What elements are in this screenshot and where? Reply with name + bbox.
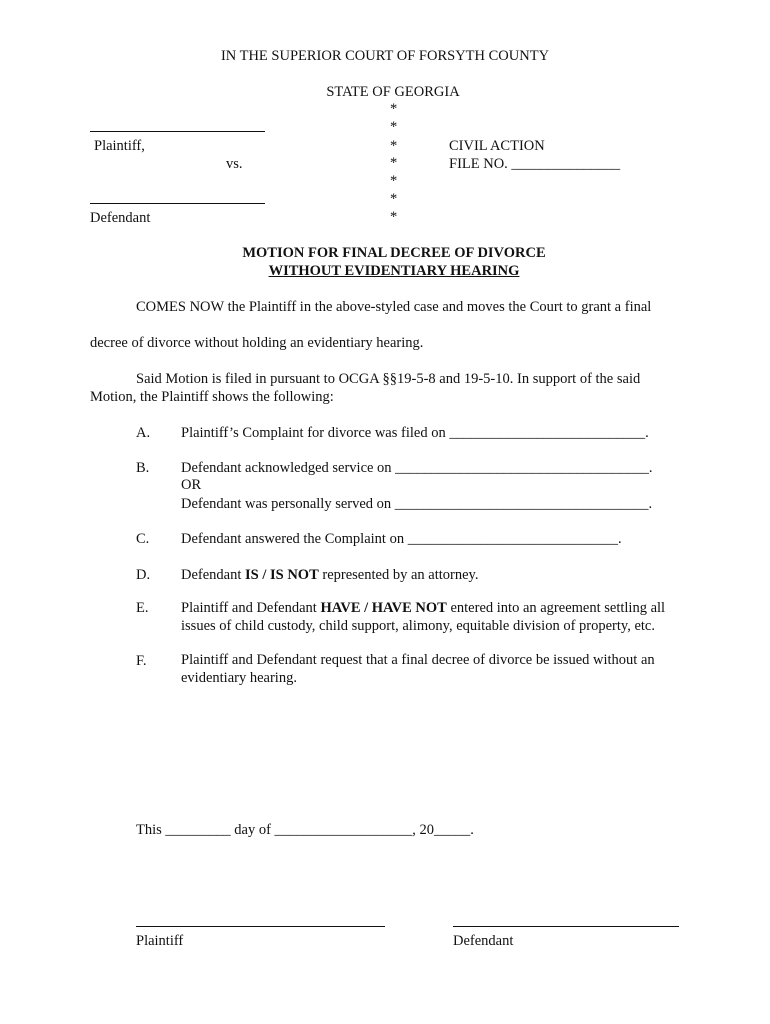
item-d-pre: Defendant [181, 567, 246, 583]
state-title: STATE OF GEORGIA [326, 84, 460, 100]
item-f-text-2: evidentiary hearing. [181, 670, 297, 686]
caption-star: * [390, 173, 398, 189]
item-d-post: represented by an attorney. [318, 567, 479, 583]
caption-star: * [390, 119, 398, 135]
item-e-pre: Plaintiff and Defendant [181, 600, 321, 616]
item-d-text [181, 566, 478, 584]
item-c-text: Defendant answered the Complaint on _____________________________. [181, 531, 622, 547]
item-a-letter: A. [136, 425, 151, 441]
defendant-name-line [90, 203, 265, 204]
item-a-text: Plaintiff’s Complaint for divorce was filed on ___________________________. [181, 425, 649, 441]
item-b-or: OR [181, 477, 202, 493]
caption-star: * [390, 138, 398, 154]
paragraph-2-line-1: Said Motion is filed in pursuant to OCGA §§19-5-8 and 19-5-10. In support of the said [136, 371, 641, 387]
caption-star: * [390, 101, 398, 117]
item-e-choice: HAVE / HAVE NOT [320, 600, 447, 616]
item-b-text-2: Defendant was personally served on ___________________________________. [181, 496, 653, 512]
item-e-text-1 [181, 599, 665, 617]
item-b-letter: B. [136, 460, 150, 476]
civil-action-label: CIVIL ACTION [449, 138, 545, 154]
caption-star: * [390, 209, 398, 225]
item-f-text-1: Plaintiff and Defendant request that a final decree of divorce be issued without an [181, 652, 655, 668]
court-title: IN THE SUPERIOR COURT OF FORSYTH COUNTY [220, 48, 550, 64]
file-no-label: FILE NO. _______________ [449, 156, 621, 172]
item-e-text-2: issues of child custody, child support, alimony, equitable division of property, etc. [181, 618, 655, 634]
item-d-letter: D. [136, 567, 151, 583]
item-e-post: entered into an agreement settling all [446, 600, 666, 616]
paragraph-2-line-2: Motion, the Plaintiff shows the following: [90, 389, 334, 405]
plaintiff-signature-line [136, 926, 385, 927]
item-f-letter: F. [136, 653, 147, 669]
plaintiff-label: Plaintiff, [94, 138, 145, 154]
vs-label: vs. [226, 156, 243, 172]
caption-star: * [390, 191, 398, 207]
plaintiff-signature-label: Plaintiff [136, 933, 184, 949]
date-line: This _________ day of ___________________, 20_____. [136, 822, 474, 838]
paragraph-1-line-1: COMES NOW the Plaintiff in the above-styled case and moves the Court to grant a final [136, 299, 652, 315]
caption-star: * [390, 155, 398, 171]
item-c-letter: C. [136, 531, 150, 547]
item-e-letter: E. [136, 600, 149, 616]
item-d-choice: IS / IS NOT [245, 567, 319, 583]
paragraph-1-line-2: decree of divorce without holding an evidentiary hearing. [90, 335, 424, 351]
motion-title-line1: MOTION FOR FINAL DECREE OF DIVORCE [242, 245, 546, 261]
plaintiff-name-line [90, 131, 265, 132]
defendant-label: Defendant [90, 210, 151, 226]
defendant-signature-line [453, 926, 679, 927]
defendant-signature-label: Defendant [453, 933, 514, 949]
motion-title-line2: WITHOUT EVIDENTIARY HEARING [268, 263, 520, 279]
item-b-text-1: Defendant acknowledged service on ___________________________________. [181, 460, 653, 476]
